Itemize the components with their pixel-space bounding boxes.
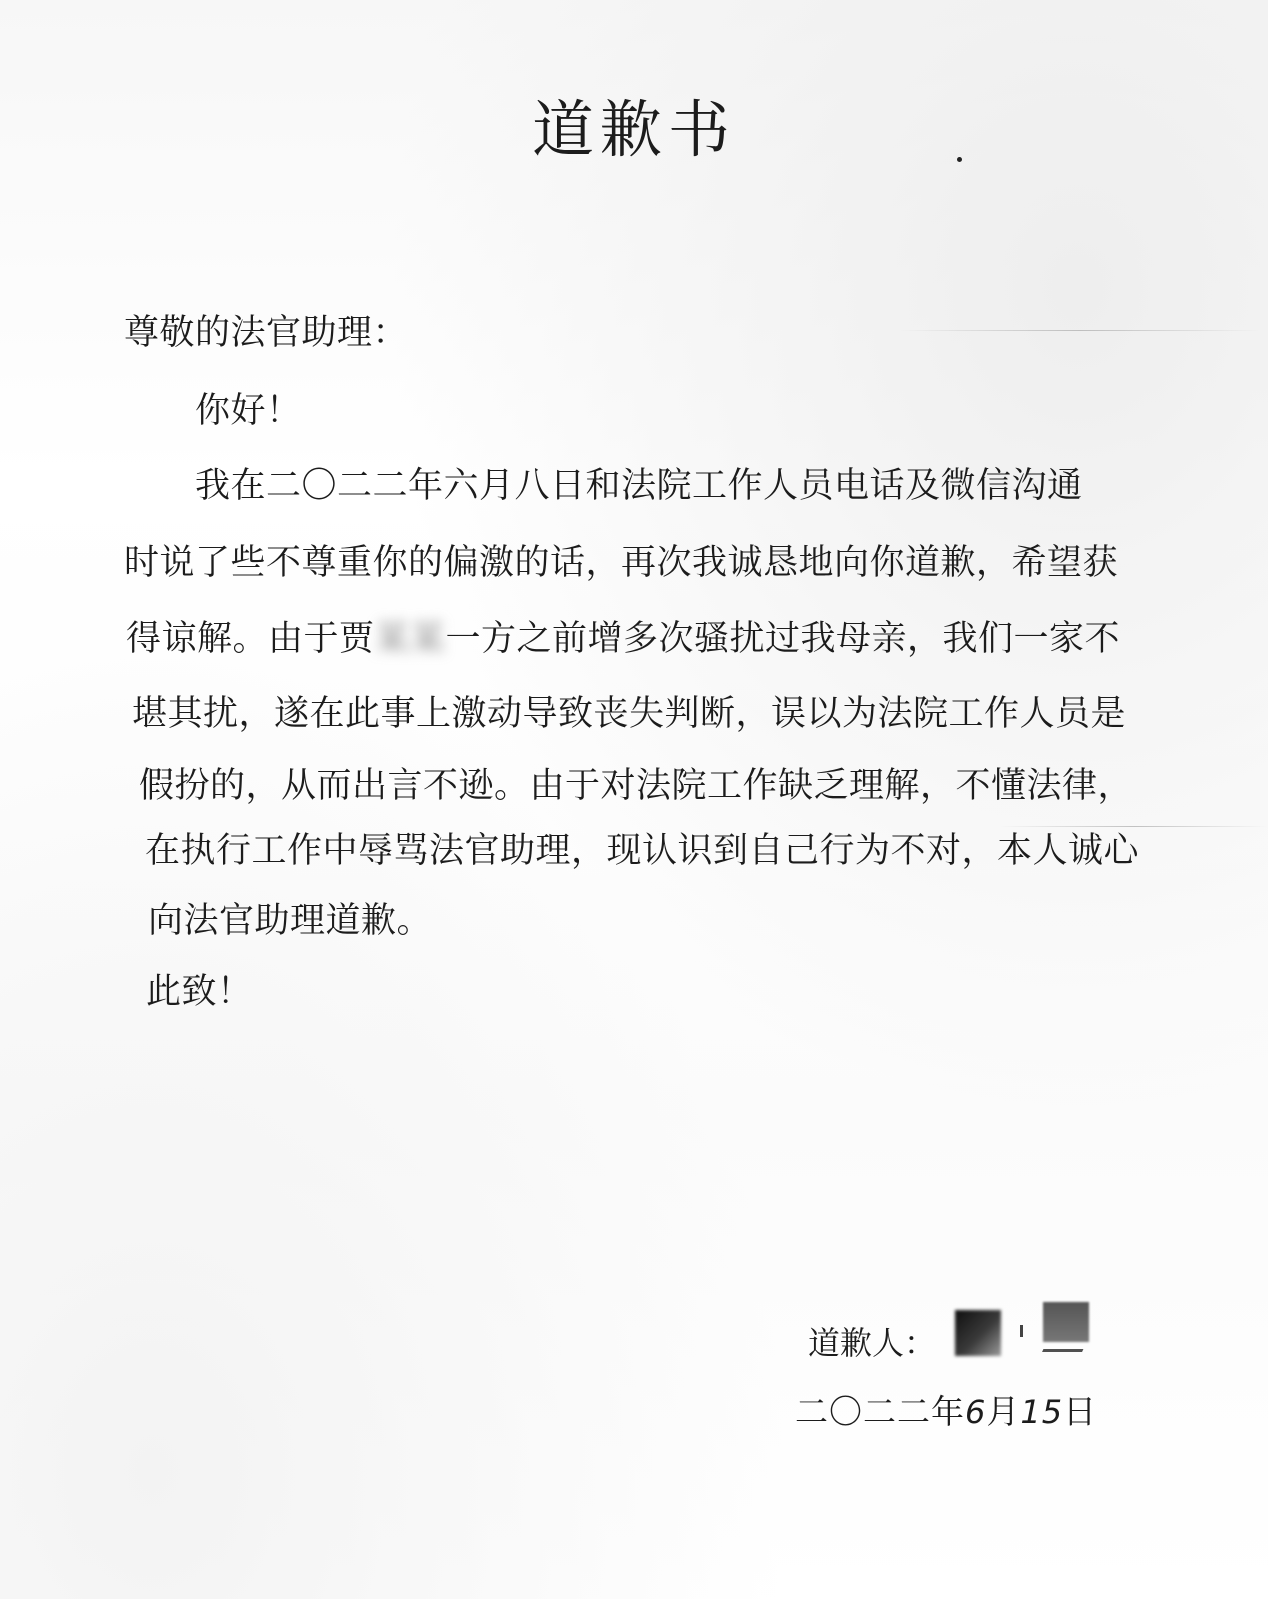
body-line-3-end: 一方之前增多次骚扰过我母亲，我们一家不 <box>445 619 1121 659</box>
body-line-7: 向法官助理道歉。 <box>148 901 433 941</box>
letter-title: 道歉书 <box>531 93 736 166</box>
body-line-1: 我在二〇二二年六月八日和法院工作人员电话及微信沟通 <box>195 466 1083 506</box>
date-month-unit: 月 <box>986 1392 1021 1431</box>
greeting: 你好！ <box>195 391 302 431</box>
signature-stroke <box>1020 1325 1023 1337</box>
body-line-4: 堪其扰，遂在此事上激动导致丧失判断，误以为法院工作人员是 <box>132 694 1127 734</box>
redacted-name: 某某 <box>374 619 446 659</box>
body-line-3-start: 得谅解。由于贾 <box>126 619 375 659</box>
body-line-5: 假扮的，从而出言不逊。由于对法院工作缺乏理解，不懂法律， <box>139 766 1134 806</box>
paper-crease <box>900 330 1260 331</box>
redacted-signature <box>955 1310 1001 1356</box>
date-day: 15 <box>1020 1393 1064 1431</box>
date-year: 二〇二二年 <box>795 1392 965 1431</box>
signature-stroke <box>1042 1335 1090 1352</box>
salutation: 尊敬的法官助理： <box>124 313 409 353</box>
signature-label: 道歉人： <box>808 1324 937 1362</box>
closing: 此致！ <box>146 972 253 1012</box>
date-day-unit: 日 <box>1063 1392 1098 1431</box>
body-line-2: 时说了些不尊重你的偏激的话，再次我诚恳地向你道歉，希望获 <box>124 543 1119 583</box>
date-month: 6 <box>965 1393 987 1431</box>
body-line-6: 在执行工作中辱骂法官助理，现认识到自己行为不对，本人诚心 <box>145 831 1140 871</box>
signature-row <box>808 1318 936 1364</box>
letter-date <box>795 1386 1097 1433</box>
body-line-3 <box>126 611 1120 661</box>
